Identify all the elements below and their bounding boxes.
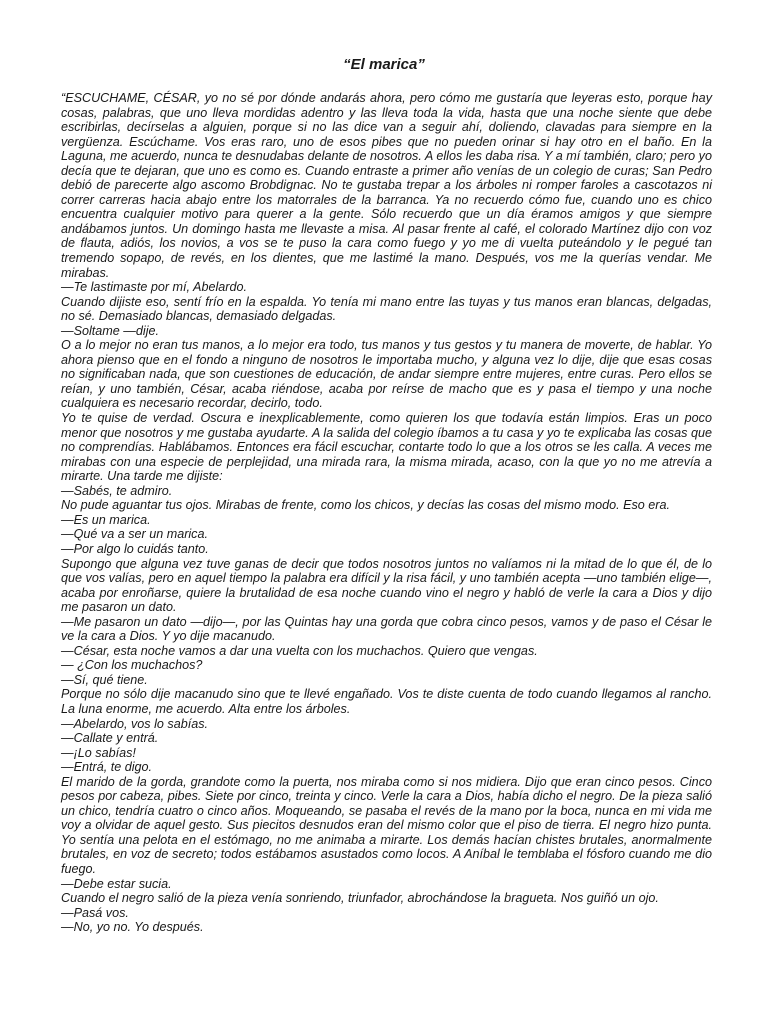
paragraph: —César, esta noche vamos a dar una vuelta con los muchachos. Quiero que vengas. <box>61 643 538 658</box>
document-body <box>61 91 712 935</box>
paragraph: No pude aguantar tus ojos. Mirabas de frente, como los chicos, y decías las cosas del mismo modo. Eso era. <box>61 498 670 513</box>
paragraph: Yo te quise de verdad. Oscura e inexplicablemente, como quieren los que todavía están limpios. Eras un poco menor que nosotros y me gustaba ayudarte. A la salida del colegio íbamos a tu casa y yo te explicaba las cosas que no comprendías. Hablábamos. Entonces era fácil escuchar, contarte todo lo que a los otros se les calla. A veces me mirabas con una especie de perplejidad, una mirada rara, la misma mirada, acaso, con la que yo no me atrevía a mirarte. Una tarde me dijiste: <box>61 411 712 484</box>
paragraph: —Te lastimaste por mí, Abelardo. <box>61 280 247 295</box>
paragraph: —Es un marica. <box>61 512 151 527</box>
paragraph: — ¿Con los muchachos? <box>61 658 203 673</box>
paragraph: Supongo que alguna vez tuve ganas de decir que todos nosotros juntos no valíamos ni la mitad de lo que él, de lo que vos valías, pero en aquel tiempo la palabra era difícil y la risa fácil, y uno también acepta —uno también elige—, acaba por enroñarse, quiere la brutalidad de esa noche cuando vino el negro y habló de verle la cara a Dios y dijo me pasaron un dato. <box>61 556 712 615</box>
paragraph: —Sí, qué tiene. <box>61 672 148 687</box>
paragraph: —Sabés, te admiro. <box>61 483 173 498</box>
paragraph: —Qué va a ser un marica. <box>61 527 208 542</box>
paragraph: El marido de la gorda, grandote como la puerta, nos miraba como si nos midiera. Dijo que eran cinco pesos. Cinco pesos por cabeza, pibes. Siete por cinco, treinta y cinco. Verle la cara a Dios, había dicho el negro. De la pieza salió un chico, tendría cuatro o cinco años. Moqueando, se pasaba el revés de la mano por la boca, nunca en mi vida me voy a olvidar de aquel gesto. Sus piecitos desnudos eran del mismo color que el piso de tierra. El negro hizo punta. Yo sentía una pelota en el estómago, no me animaba a mirarte. Los demás hacían chistes brutales, anormalmente brutales, en voz de secreto; todos estábamos asustados como locos. A Aníbal le temblaba el fósforo cuando me dio fuego. <box>61 774 712 876</box>
paragraph: —Por algo lo cuidás tanto. <box>61 541 209 556</box>
paragraph: —Abelardo, vos lo sabías. <box>61 716 209 731</box>
paragraph: —Pasá vos. <box>61 905 129 920</box>
document-title: “El marica” <box>343 56 425 73</box>
paragraph: —¡Lo sabías! <box>61 745 136 760</box>
paragraph: “ESCUCHAME, CÉSAR, yo no sé por dónde andarás ahora, pero cómo me gustaría que leyeras esto, porque hay cosas, palabras, que uno lleva mordidas adentro y las lleva toda la vida, hasta que una noche siente que debe escribirlas, decírselas a alguien, porque si no las dice van a seguir ahí, doliendo, clavadas para siempre en la vergüenza. Escúchame. Vos eras raro, uno de esos pibes que no pueden orinar si hay otro en el baño. En la Laguna, me acuerdo, nunca te desnudabas delante de nosotros. A ellos les daba risa. Y a mí también, claro; pero yo decía que te dejaran, que uno es como es. Cuando entraste a primer año venías de un colegio de curas; San Pedro debió de parecerte algo ascomo Brobdignac. No te gustaba trepar a los árboles ni romper faroles a cascotazos ni correr carreras hacia abajo entre los matorrales de la barranca. Ya no recuerdo cómo fue, cuando uno es chico encuentra cualquier motivo para querer a la gente. Sólo recuerdo que un día éramos amigos y que siempre andábamos juntos. Un domingo hasta me llevaste a misa. Al pasar frente al café, el colorado Martínez dijo con voz de flauta, adiós, los novios, a vos se te puso la cara como fuego y yo me di vuelta puteándolo y le pegué tan tremendo sopapo, de revés, en los dientes, que me lastimé la mano. Después, vos me la querías vendar. Me mirabas. <box>61 91 712 280</box>
paragraph: O a lo mejor no eran tus manos, a lo mejor era todo, tus manos y tus gestos y tu manera de moverte, de hablar. Yo ahora pienso que en el fondo a ninguno de nosotros le importaba mucho, y alguna vez lo dije, dije que esas cosas no significaban nada, que son cuestiones de educación, de andar siempre entre mujeres, entre curas. Pero ellos se reían, y uno también, César, acaba riéndose, acaba por reírse de macho que es y pasa el tiempo y una noche cualquiera es necesario recordar, decirlo, todo. <box>61 338 712 411</box>
paragraph: —Soltame —dije. <box>61 323 159 338</box>
paragraph: —Debe estar sucia. <box>61 876 172 891</box>
paragraph: —No, yo no. Yo después. <box>61 920 204 935</box>
paragraph: Porque no sólo dije macanudo sino que te llevé engañado. Vos te diste cuenta de todo cuando llegamos al rancho. La luna enorme, me acuerdo. Alta entre los árboles. <box>61 687 712 716</box>
paragraph: Cuando dijiste eso, sentí frío en la espalda. Yo tenía mi mano entre las tuyas y tus manos eran blancas, delgadas, no sé. Demasiado blancas, demasiado delgadas. <box>61 294 712 324</box>
paragraph: —Callate y entrá. <box>61 731 159 746</box>
paragraph: —Entrá, te digo. <box>61 760 153 775</box>
paragraph: Cuando el negro salió de la pieza venía sonriendo, triunfador, abrochándose la bragueta. Nos guiñó un ojo. <box>61 891 659 906</box>
paragraph: —Me pasaron un dato —dijo—, por las Quintas hay una gorda que cobra cinco pesos, vamos y de paso el César le ve la cara a Dios. Y yo dije macanudo. <box>61 614 712 644</box>
